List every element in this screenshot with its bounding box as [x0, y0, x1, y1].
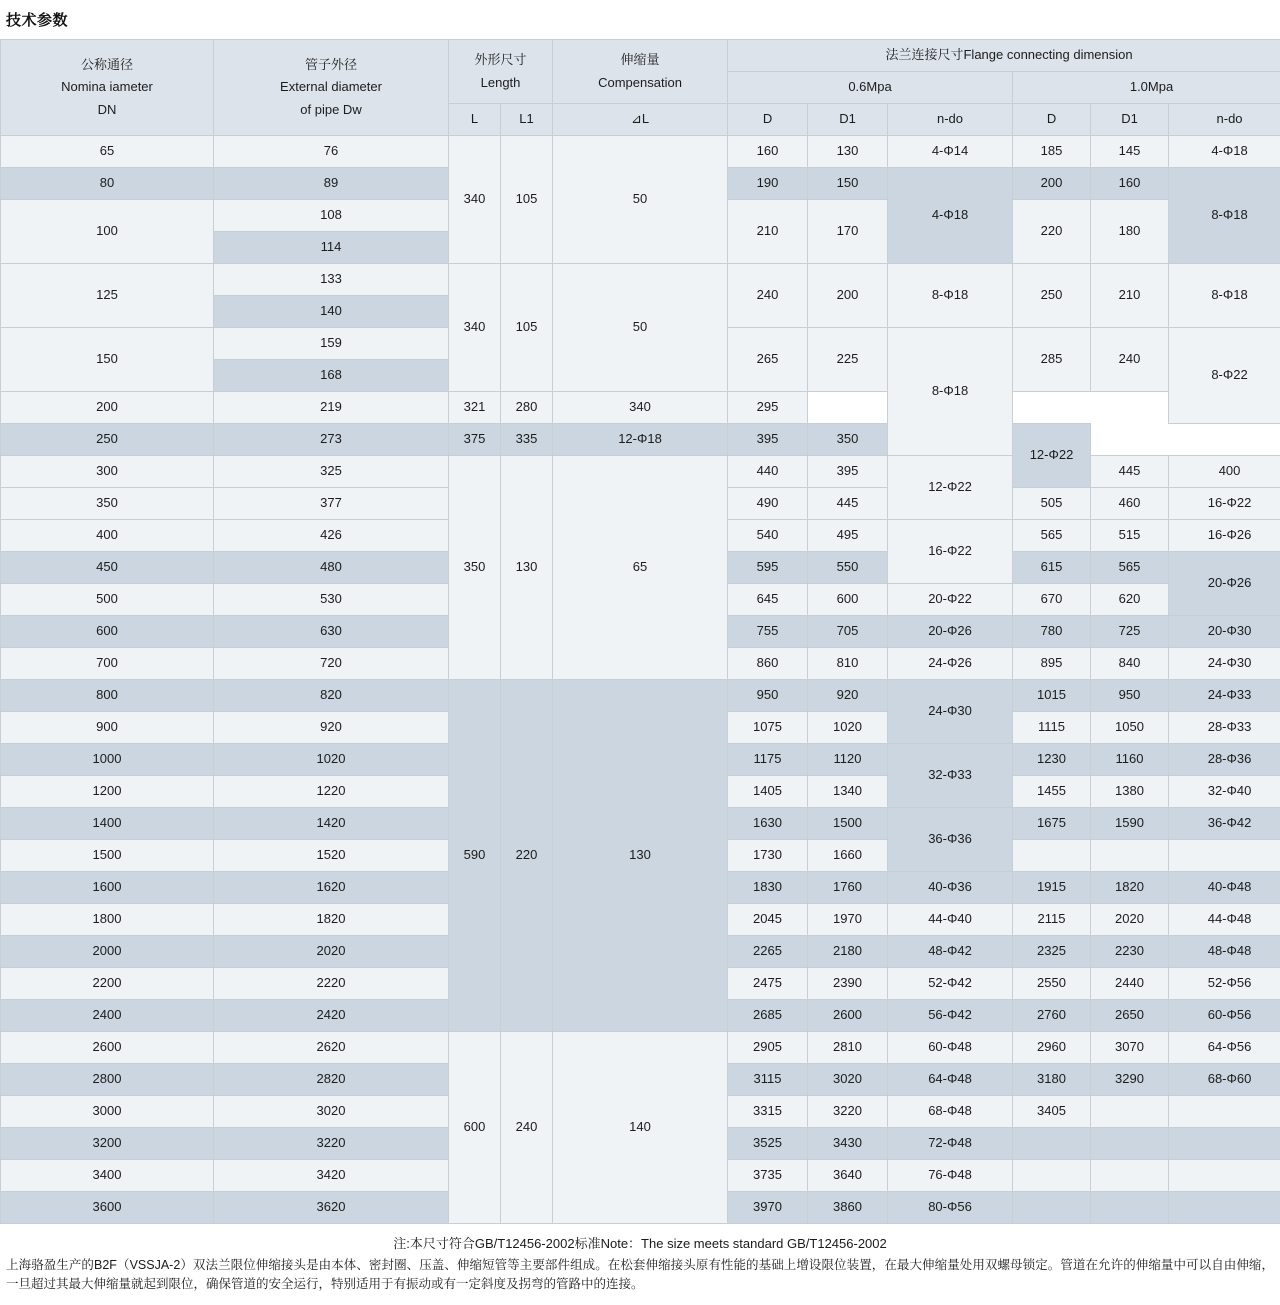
cell-d1-10: [1091, 1096, 1169, 1128]
cell-d1-06: 2810: [808, 1032, 888, 1064]
cell-d1-06: 2390: [808, 968, 888, 1000]
cell-dw: 480: [214, 552, 449, 584]
cell-dw: 2420: [214, 1000, 449, 1032]
cell-d-06: 3115: [728, 1064, 808, 1096]
cell-dw: 2020: [214, 936, 449, 968]
cell-dn: 3600: [1, 1192, 214, 1224]
cell-d1-06: 3640: [808, 1160, 888, 1192]
cell-d-06: 2265: [728, 936, 808, 968]
cell-ndo-10: [1169, 840, 1280, 872]
cell-ndo-06: 20-Φ22: [888, 584, 1013, 616]
cell-d-06: 440: [728, 456, 808, 488]
cell-ndo-10: 32-Φ40: [1169, 776, 1280, 808]
cell-d1-10: [1091, 1160, 1169, 1192]
cell-d-10: 780: [1013, 616, 1091, 648]
cell-dn: 2400: [1, 1000, 214, 1032]
cell-ndo-10: 36-Φ42: [1169, 808, 1280, 840]
cell-d-06: 950: [728, 680, 808, 712]
cell-dw: 140: [214, 296, 449, 328]
cell-l1: 105: [501, 136, 553, 264]
cell-d-10: 185: [1013, 136, 1091, 168]
cell-d1-06: 705: [808, 616, 888, 648]
cell-d-10: 200: [1013, 168, 1091, 200]
header-dn-line3: DN: [1, 99, 213, 121]
cell-dn: 2200: [1, 968, 214, 1000]
cell-dw: 1520: [214, 840, 449, 872]
cell-d-10: [1013, 840, 1091, 872]
cell-l1: 240: [501, 1032, 553, 1224]
cell-d1-10: 840: [1091, 648, 1169, 680]
cell-d-06: 1730: [728, 840, 808, 872]
cell-d-10: [1013, 1160, 1091, 1192]
cell-ndo-10: 20-Φ26: [1169, 552, 1280, 616]
cell-dw: 273: [214, 424, 449, 456]
cell-d-06: 645: [728, 584, 808, 616]
cell-ndo-10: 20-Φ30: [1169, 616, 1280, 648]
cell-d-06: 240: [728, 264, 808, 328]
cell-ndo-10: 48-Φ48: [1169, 936, 1280, 968]
cell-d1-06: 1120: [808, 744, 888, 776]
cell-d1-06: 395: [808, 456, 888, 488]
cell-dn: 1400: [1, 808, 214, 840]
cell-ndo-10: 60-Φ56: [1169, 1000, 1280, 1032]
cell-d-10: 1915: [1013, 872, 1091, 904]
page-title: 技术参数: [0, 0, 1280, 39]
cell-d1-06: 3430: [808, 1128, 888, 1160]
cell-d-06: 265: [728, 328, 808, 392]
cell-dw: 133: [214, 264, 449, 296]
cell-ndo-06: 12-Φ22: [888, 456, 1013, 520]
header-compensation-line2: Compensation: [553, 72, 727, 94]
cell-dw: 3620: [214, 1192, 449, 1224]
header-pressure-06: 0.6Mpa: [728, 72, 1013, 104]
cell-dw: 108: [214, 200, 449, 232]
cell-d1-10: 1380: [1091, 776, 1169, 808]
header-ndo-10: n-do: [1169, 104, 1280, 136]
cell-ndo-10: 16-Φ22: [1169, 488, 1280, 520]
table-row: [1, 424, 1280, 456]
cell-d1-10: [1091, 1128, 1169, 1160]
header-pressure-10: 1.0Mpa: [1013, 72, 1280, 104]
cell-dn: 80: [1, 168, 214, 200]
cell-d1-10: 145: [1091, 136, 1169, 168]
cell-d-06: 190: [728, 168, 808, 200]
cell-dn: 1200: [1, 776, 214, 808]
table-header: [1, 40, 1280, 136]
cell-dn: 200: [1, 392, 214, 424]
cell-d-10: 220: [1013, 200, 1091, 264]
cell-d1-10: 1820: [1091, 872, 1169, 904]
cell-ndo-10: 28-Φ33: [1169, 712, 1280, 744]
cell-dw: 3020: [214, 1096, 449, 1128]
cell-dw: 377: [214, 488, 449, 520]
cell-dn: 300: [1, 456, 214, 488]
cell-l: 340: [449, 136, 501, 264]
cell-ndo-06: 24-Φ30: [888, 680, 1013, 744]
cell-dn: 2600: [1, 1032, 214, 1064]
cell-dw: 920: [214, 712, 449, 744]
cell-d1-10: 240: [1091, 328, 1169, 392]
table-row: [1, 264, 1280, 296]
cell-d-10: 1455: [1013, 776, 1091, 808]
cell-d-06: 860: [728, 648, 808, 680]
cell-d-10: 340: [553, 392, 728, 424]
cell-l: 590: [449, 680, 501, 1032]
cell-ndo-06: 4-Φ14: [888, 136, 1013, 168]
cell-ndo-10: 8-Φ22: [1169, 328, 1280, 424]
technical-parameters-table: [0, 39, 1280, 1224]
cell-d-10: 3180: [1013, 1064, 1091, 1096]
cell-d-06: 1830: [728, 872, 808, 904]
cell-d1-10: 160: [1091, 168, 1169, 200]
cell-ndo-10: [1169, 1096, 1280, 1128]
cell-dw: 2220: [214, 968, 449, 1000]
standard-note-wrapper: [0, 1224, 1280, 1254]
cell-ndo-10: 8-Φ18: [1169, 168, 1280, 264]
cell-ndo-06: 48-Φ42: [888, 936, 1013, 968]
cell-dw: 114: [214, 232, 449, 264]
cell-dw: 1020: [214, 744, 449, 776]
cell-ndo-10: 24-Φ33: [1169, 680, 1280, 712]
cell-dw: 2620: [214, 1032, 449, 1064]
cell-d-10: 1015: [1013, 680, 1091, 712]
cell-dw: 1420: [214, 808, 449, 840]
cell-dw: 89: [214, 168, 449, 200]
cell-ndo-06: 40-Φ36: [888, 872, 1013, 904]
cell-dw: 325: [214, 456, 449, 488]
cell-d-10: 395: [728, 424, 808, 456]
cell-dn: 1500: [1, 840, 214, 872]
cell-d-10: 3405: [1013, 1096, 1091, 1128]
header-d1-10: D1: [1091, 104, 1169, 136]
cell-d1-06: 2180: [808, 936, 888, 968]
cell-d1-10: 3070: [1091, 1032, 1169, 1064]
cell-d1-10: 1050: [1091, 712, 1169, 744]
cell-ndo-06: 80-Φ56: [888, 1192, 1013, 1224]
header-length-group: [449, 40, 553, 104]
cell-d1-10: 180: [1091, 200, 1169, 264]
cell-d1-06: 200: [808, 264, 888, 328]
cell-l: 340: [449, 264, 501, 392]
cell-d-10: 1230: [1013, 744, 1091, 776]
cell-ndo-06: 68-Φ48: [888, 1096, 1013, 1128]
cell-ndo-06: 72-Φ48: [888, 1128, 1013, 1160]
cell-d1-06: 335: [501, 424, 553, 456]
cell-d-06: 2475: [728, 968, 808, 1000]
cell-d1-06: 445: [808, 488, 888, 520]
cell-d-06: 595: [728, 552, 808, 584]
cell-dn: 250: [1, 424, 214, 456]
cell-d-06: 1630: [728, 808, 808, 840]
standard-note: 注:本尺寸符合GB/T12456-2002标准Note：The size meets standard GB/T12456-2002: [0, 1224, 1280, 1254]
cell-dw: 720: [214, 648, 449, 680]
table-body: [1, 136, 1280, 1224]
cell-dw: 219: [214, 392, 449, 424]
cell-compensation: 140: [553, 1032, 728, 1224]
cell-d1-06: 170: [808, 200, 888, 264]
cell-d1-10: 2650: [1091, 1000, 1169, 1032]
cell-d-06: 490: [728, 488, 808, 520]
cell-dn: 2000: [1, 936, 214, 968]
cell-d-06: 3525: [728, 1128, 808, 1160]
cell-dn: 100: [1, 200, 214, 264]
cell-dn: 350: [1, 488, 214, 520]
cell-dn: 800: [1, 680, 214, 712]
cell-l: 600: [449, 1032, 501, 1224]
cell-l1: 105: [501, 264, 553, 392]
cell-d-06: 1075: [728, 712, 808, 744]
cell-ndo-06: 60-Φ48: [888, 1032, 1013, 1064]
cell-d1-10: 1590: [1091, 808, 1169, 840]
table-row: [1, 136, 1280, 168]
cell-d1-06: 1660: [808, 840, 888, 872]
cell-d1-10: 210: [1091, 264, 1169, 328]
cell-d1-06: 1500: [808, 808, 888, 840]
header-d1-06: D1: [808, 104, 888, 136]
cell-dn: 700: [1, 648, 214, 680]
header-flange-group: 法兰连接尺寸Flange connecting dimension: [728, 40, 1280, 72]
cell-d-10: 1675: [1013, 808, 1091, 840]
header-compensation-line1: 伸缩量: [553, 49, 727, 71]
header-length-line1: 外形尺寸: [449, 49, 552, 71]
cell-d1-06: 600: [808, 584, 888, 616]
cell-d-06: 2685: [728, 1000, 808, 1032]
cell-d-06: 2905: [728, 1032, 808, 1064]
cell-d1-06: 3860: [808, 1192, 888, 1224]
cell-d1-06: 1970: [808, 904, 888, 936]
cell-compensation: 50: [553, 264, 728, 392]
cell-d1-10: 2020: [1091, 904, 1169, 936]
cell-dw: 1820: [214, 904, 449, 936]
header-length-l1: L1: [501, 104, 553, 136]
cell-ndo-06: 24-Φ26: [888, 648, 1013, 680]
cell-dn: 125: [1, 264, 214, 328]
cell-d1-06: 495: [808, 520, 888, 552]
cell-dn: 2800: [1, 1064, 214, 1096]
cell-d-10: 2115: [1013, 904, 1091, 936]
cell-d-10: 285: [1013, 328, 1091, 392]
header-d-10: D: [1013, 104, 1091, 136]
cell-ndo-10: 4-Φ18: [1169, 136, 1280, 168]
cell-compensation: 65: [553, 456, 728, 680]
cell-ndo-10: 44-Φ48: [1169, 904, 1280, 936]
header-d-06: D: [728, 104, 808, 136]
cell-d-06: 160: [728, 136, 808, 168]
cell-d-10: 1115: [1013, 712, 1091, 744]
cell-ndo-10: 64-Φ56: [1169, 1032, 1280, 1064]
header-compensation-group: [553, 40, 728, 104]
cell-d1-06: 2600: [808, 1000, 888, 1032]
cell-ndo-10: 8-Φ18: [1169, 264, 1280, 328]
cell-dn: 450: [1, 552, 214, 584]
cell-d1-10: 350: [808, 424, 888, 456]
header-dw-line2: External diameter: [214, 76, 448, 98]
cell-ndo-06: 32-Φ33: [888, 744, 1013, 808]
cell-d-10: 445: [1091, 456, 1169, 488]
cell-d-10: 2325: [1013, 936, 1091, 968]
cell-dw: 820: [214, 680, 449, 712]
cell-d-10: 505: [1013, 488, 1091, 520]
cell-ndo-10: [1169, 1128, 1280, 1160]
table-row: [1, 680, 1280, 712]
cell-d1-06: 3220: [808, 1096, 888, 1128]
cell-d1-06: 130: [808, 136, 888, 168]
cell-dw: 630: [214, 616, 449, 648]
cell-ndo-06: 56-Φ42: [888, 1000, 1013, 1032]
cell-d1-10: 2440: [1091, 968, 1169, 1000]
header-compensation-symbol: ⊿L: [553, 104, 728, 136]
cell-ndo-10: 68-Φ60: [1169, 1064, 1280, 1096]
cell-d-06: 375: [449, 424, 501, 456]
cell-dn: 1600: [1, 872, 214, 904]
cell-dw: 76: [214, 136, 449, 168]
cell-ndo-10: 52-Φ56: [1169, 968, 1280, 1000]
cell-d1-06: 280: [501, 392, 553, 424]
cell-ndo-10: 12-Φ22: [1013, 424, 1091, 488]
cell-dn: 400: [1, 520, 214, 552]
cell-dw: 168: [214, 360, 449, 392]
cell-d-06: 3735: [728, 1160, 808, 1192]
table-row: [1, 392, 1280, 424]
cell-d-10: [1013, 1192, 1091, 1224]
cell-ndo-06: 4-Φ18: [888, 168, 1013, 264]
cell-d1-10: 3290: [1091, 1064, 1169, 1096]
cell-d1-06: 1760: [808, 872, 888, 904]
cell-d1-10: 950: [1091, 680, 1169, 712]
header-length-l: L: [449, 104, 501, 136]
cell-d-10: 2760: [1013, 1000, 1091, 1032]
cell-d1-10: 565: [1091, 552, 1169, 584]
cell-d1-10: 1160: [1091, 744, 1169, 776]
cell-d1-06: 3020: [808, 1064, 888, 1096]
cell-d-06: 755: [728, 616, 808, 648]
cell-dn: 3000: [1, 1096, 214, 1128]
cell-d1-10: 400: [1169, 456, 1280, 488]
cell-ndo-10: [1169, 1192, 1280, 1224]
cell-d1-06: 1340: [808, 776, 888, 808]
header-row-1: [1, 40, 1280, 72]
cell-d-06: 3970: [728, 1192, 808, 1224]
cell-ndo-10: 24-Φ30: [1169, 648, 1280, 680]
cell-d1-10: 725: [1091, 616, 1169, 648]
header-ndo-06: n-do: [888, 104, 1013, 136]
cell-dn: 500: [1, 584, 214, 616]
cell-d-06: 3315: [728, 1096, 808, 1128]
cell-ndo-06: 16-Φ22: [888, 520, 1013, 584]
cell-d-06: 540: [728, 520, 808, 552]
table-row: [1, 1032, 1280, 1064]
cell-dw: 3220: [214, 1128, 449, 1160]
header-dn-line2: Nomina iameter: [1, 76, 213, 98]
cell-l1: 220: [501, 680, 553, 1032]
cell-l: 350: [449, 456, 501, 680]
cell-d-06: 1175: [728, 744, 808, 776]
cell-ndo-06: 8-Φ18: [888, 264, 1013, 328]
cell-dw: 1220: [214, 776, 449, 808]
cell-d1-06: 810: [808, 648, 888, 680]
cell-dn: 3400: [1, 1160, 214, 1192]
cell-ndo-06: 20-Φ26: [888, 616, 1013, 648]
cell-d-10: 670: [1013, 584, 1091, 616]
cell-compensation: 130: [553, 680, 728, 1032]
cell-ndo-10: [1169, 1160, 1280, 1192]
cell-dn: 900: [1, 712, 214, 744]
cell-l1: 130: [501, 456, 553, 680]
header-dn-line1: 公称通径: [1, 54, 213, 76]
cell-dw: 2820: [214, 1064, 449, 1096]
cell-d1-10: 515: [1091, 520, 1169, 552]
cell-ndo-10: 16-Φ26: [1169, 520, 1280, 552]
cell-dn: 600: [1, 616, 214, 648]
cell-compensation: 50: [553, 136, 728, 264]
header-dw-line3: of pipe Dw: [214, 99, 448, 121]
header-dw: [214, 40, 449, 136]
cell-ndo-10: 28-Φ36: [1169, 744, 1280, 776]
cell-dn: 1800: [1, 904, 214, 936]
cell-d1-10: 620: [1091, 584, 1169, 616]
cell-ndo-06: 64-Φ48: [888, 1064, 1013, 1096]
cell-d1-10: [1091, 1192, 1169, 1224]
cell-d1-06: 1020: [808, 712, 888, 744]
cell-d-10: [1013, 1128, 1091, 1160]
cell-dw: 159: [214, 328, 449, 360]
cell-dn: 150: [1, 328, 214, 392]
header-length-line2: Length: [449, 72, 552, 94]
cell-d-10: 895: [1013, 648, 1091, 680]
cell-d1-10: 2230: [1091, 936, 1169, 968]
header-dw-line1: 管子外径: [214, 54, 448, 76]
cell-ndo-10: 40-Φ48: [1169, 872, 1280, 904]
cell-d1-10: [1091, 840, 1169, 872]
cell-ndo-06: 8-Φ18: [888, 328, 1013, 456]
cell-d-06: 1405: [728, 776, 808, 808]
cell-d-10: 2550: [1013, 968, 1091, 1000]
cell-d-10: 250: [1013, 264, 1091, 328]
cell-ndo-06: 76-Φ48: [888, 1160, 1013, 1192]
cell-d1-06: 550: [808, 552, 888, 584]
cell-ndo-06: 52-Φ42: [888, 968, 1013, 1000]
cell-dw: 1620: [214, 872, 449, 904]
cell-d-10: 565: [1013, 520, 1091, 552]
cell-d1-10: 460: [1091, 488, 1169, 520]
cell-d-10: 615: [1013, 552, 1091, 584]
cell-dw: 426: [214, 520, 449, 552]
cell-d-06: 210: [728, 200, 808, 264]
cell-ndo-06: 12-Φ18: [553, 424, 728, 456]
cell-dn: 3200: [1, 1128, 214, 1160]
cell-d-10: 2960: [1013, 1032, 1091, 1064]
cell-dw: 3420: [214, 1160, 449, 1192]
cell-ndo-06: 44-Φ40: [888, 904, 1013, 936]
cell-ndo-06: 36-Φ36: [888, 808, 1013, 872]
cell-dn: 65: [1, 136, 214, 168]
header-dn: [1, 40, 214, 136]
cell-d1-06: 150: [808, 168, 888, 200]
product-description: 上海骆盈生产的B2F（VSSJA-2）双法兰限位伸缩接头是由本体、密封圈、压盖、伸缩短管等主要部件组成。在松套伸缩接头原有性能的基础上增设限位装置，在最大伸缩量处用双螺母锁定。管道在允许的伸缩量中可以自由伸缩，一旦超过其最大伸缩量就起到限位，确保管道的安全运行，特别适用于有振动或有一定斜度及拐弯的管路中的连接。: [0, 1254, 1280, 1305]
cell-d-06: 321: [449, 392, 501, 424]
cell-dw: 530: [214, 584, 449, 616]
cell-d1-06: 225: [808, 328, 888, 392]
cell-d-06: 2045: [728, 904, 808, 936]
cell-d1-06: 920: [808, 680, 888, 712]
cell-d1-10: 295: [728, 392, 808, 424]
cell-dn: 1000: [1, 744, 214, 776]
